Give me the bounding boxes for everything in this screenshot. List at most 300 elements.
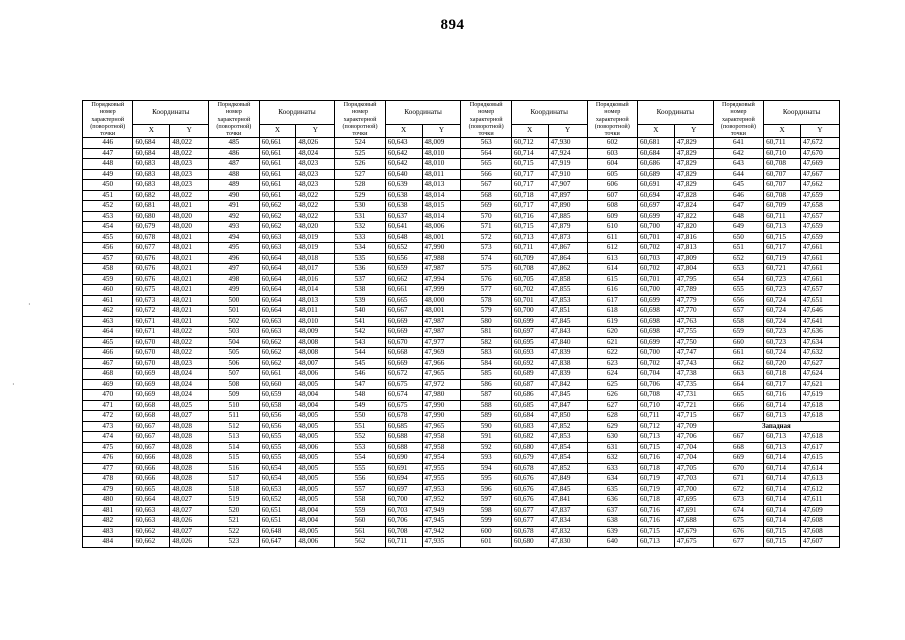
cell-y: 48,011 <box>296 306 335 317</box>
cell-y: 48,009 <box>422 138 461 149</box>
cell-point-number: 631 <box>587 442 637 453</box>
cell-x: 60,710 <box>764 148 801 159</box>
cell-y: 47,862 <box>548 264 587 275</box>
cell-y: 48,022 <box>296 211 335 222</box>
cell-point-number: 488 <box>209 169 259 180</box>
cell-x: 60,655 <box>259 442 296 453</box>
cell-point-number: 661 <box>713 348 763 359</box>
cell-y: 47,955 <box>422 474 461 485</box>
cell-point-number: 629 <box>587 421 637 432</box>
cell-x: 60,652 <box>259 495 296 506</box>
cell-x: 60,711 <box>638 411 675 422</box>
cell-point-number: 592 <box>461 442 511 453</box>
cell-x: 60,662 <box>259 211 296 222</box>
cell-x: 60,699 <box>511 316 548 327</box>
cell-x: 60,713 <box>764 222 801 233</box>
cell-x: 60,670 <box>385 337 422 348</box>
cell-x: 60,678 <box>511 526 548 537</box>
cell-point-number: 531 <box>335 211 385 222</box>
cell-y: 47,930 <box>548 138 587 149</box>
cell-point-number: 526 <box>335 159 385 170</box>
cell-point-number: 660 <box>713 337 763 348</box>
cell-y: 47,924 <box>548 148 587 159</box>
cell-x: 60,683 <box>511 421 548 432</box>
cell-point-number: 606 <box>587 180 637 191</box>
cell-y: 48,023 <box>296 159 335 170</box>
cell-point-number: 655 <box>713 285 763 296</box>
cell-point-number: 675 <box>713 516 763 527</box>
cell-x: 60,667 <box>133 432 170 443</box>
cell-point-number: 536 <box>335 264 385 275</box>
cell-y: 47,661 <box>800 264 839 275</box>
cell-x: 60,664 <box>259 264 296 275</box>
cell-y: 47,763 <box>674 316 713 327</box>
cell-x: 60,713 <box>638 537 675 548</box>
cell-y: 47,608 <box>800 516 839 527</box>
cell-y: 47,830 <box>548 537 587 548</box>
cell-y: 48,005 <box>296 526 335 537</box>
cell-point-number: 456 <box>83 243 133 254</box>
cell-x: 60,680 <box>133 211 170 222</box>
cell-x: 60,711 <box>511 243 548 254</box>
cell-y: 48,005 <box>296 411 335 422</box>
cell-point-number: 553 <box>335 442 385 453</box>
cell-point-number: 654 <box>713 274 763 285</box>
cell-x: 60,664 <box>259 295 296 306</box>
cell-x: 60,716 <box>764 390 801 401</box>
cell-y: 48,005 <box>296 495 335 506</box>
cell-y: 48,028 <box>170 432 209 443</box>
cell-x: 60,661 <box>259 369 296 380</box>
cell-x: 60,684 <box>511 411 548 422</box>
cell-y: 47,704 <box>674 453 713 464</box>
cell-point-number: 587 <box>461 390 511 401</box>
cell-point-number: 658 <box>713 316 763 327</box>
cell-x: 60,664 <box>259 253 296 264</box>
cell-y: 48,022 <box>170 327 209 338</box>
cell-y: 48,022 <box>296 190 335 201</box>
cell-point-number: 522 <box>209 526 259 537</box>
cell-point-number: 591 <box>461 432 511 443</box>
cell-y: 47,705 <box>674 463 713 474</box>
cell-point-number: 582 <box>461 337 511 348</box>
cell-point-number: 638 <box>587 516 637 527</box>
cell-x: 60,670 <box>133 337 170 348</box>
cell-x: 60,653 <box>259 484 296 495</box>
cell-point-number: 538 <box>335 285 385 296</box>
cell-point-number: 576 <box>461 274 511 285</box>
cell-x: 60,723 <box>764 337 801 348</box>
cell-point-number: 667 <box>713 411 763 422</box>
table-row <box>83 222 840 233</box>
table-row <box>83 369 840 380</box>
cell-point-number: 674 <box>713 505 763 516</box>
cell-x: 60,702 <box>638 243 675 254</box>
cell-y: 47,755 <box>674 327 713 338</box>
cell-x: 60,717 <box>764 243 801 254</box>
cell-point-number: 509 <box>209 390 259 401</box>
cell-point-number: 454 <box>83 222 133 233</box>
cell-x: 60,680 <box>511 442 548 453</box>
cell-y: 47,659 <box>800 232 839 243</box>
cell-point-number: 566 <box>461 169 511 180</box>
cell-y: 47,735 <box>674 379 713 390</box>
cell-x: 60,668 <box>133 400 170 411</box>
cell-y: 47,897 <box>548 190 587 201</box>
cell-y: 47,614 <box>800 463 839 474</box>
cell-y: 47,987 <box>422 327 461 338</box>
cell-x: 60,715 <box>638 526 675 537</box>
cell-x: 60,662 <box>133 526 170 537</box>
cell-point-number: 539 <box>335 295 385 306</box>
cell-x: 60,648 <box>259 526 296 537</box>
cell-y: 48,021 <box>170 232 209 243</box>
cell-y: 47,731 <box>674 390 713 401</box>
cell-x: 60,708 <box>511 264 548 275</box>
table-row <box>83 505 840 516</box>
cell-x: 60,656 <box>259 411 296 422</box>
cell-point-number: 471 <box>83 400 133 411</box>
cell-y: 47,832 <box>548 526 587 537</box>
cell-y: 47,661 <box>800 253 839 264</box>
table-row <box>83 148 840 159</box>
cell-y: 47,919 <box>548 159 587 170</box>
header-y: Y <box>800 124 839 138</box>
cell-y: 48,028 <box>170 484 209 495</box>
cell-x: 60,678 <box>133 232 170 243</box>
header-coordinates: Координаты <box>133 101 209 125</box>
cell-point-number: 469 <box>83 379 133 390</box>
cell-x: 60,672 <box>133 306 170 317</box>
cell-y: 47,617 <box>800 442 839 453</box>
cell-point-number: 518 <box>209 484 259 495</box>
cell-y: 47,867 <box>548 243 587 254</box>
cell-y: 47,972 <box>422 379 461 390</box>
cell-point-number: 490 <box>209 190 259 201</box>
cell-point-number: 646 <box>713 190 763 201</box>
cell-y: 47,885 <box>548 211 587 222</box>
table-row <box>83 484 840 495</box>
cell-point-number: 449 <box>83 169 133 180</box>
cell-y: 47,987 <box>422 316 461 327</box>
cell-point-number: 516 <box>209 463 259 474</box>
cell-y: 47,845 <box>548 316 587 327</box>
cell-x: 60,673 <box>133 295 170 306</box>
cell-x: 60,658 <box>259 400 296 411</box>
cell-x: 60,664 <box>259 306 296 317</box>
cell-y: 48,009 <box>296 327 335 338</box>
cell-y: 47,990 <box>422 243 461 254</box>
cell-point-number: 624 <box>587 369 637 380</box>
cell-x: 60,688 <box>385 432 422 443</box>
cell-y: 47,679 <box>674 526 713 537</box>
cell-point-number: 628 <box>587 411 637 422</box>
cell-x: 60,647 <box>259 537 296 548</box>
cell-y: 47,910 <box>548 169 587 180</box>
cell-y: 47,958 <box>422 442 461 453</box>
cell-point-number: 499 <box>209 285 259 296</box>
table-row <box>83 390 840 401</box>
table-row <box>83 411 840 422</box>
cell-x: 60,676 <box>133 274 170 285</box>
cell-point-number: 673 <box>713 495 763 506</box>
cell-y: 47,977 <box>422 337 461 348</box>
cell-point-number: 486 <box>209 148 259 159</box>
cell-y: 48,008 <box>296 348 335 359</box>
cell-point-number: 478 <box>83 474 133 485</box>
cell-x: 60,666 <box>133 453 170 464</box>
cell-point-number: 545 <box>335 358 385 369</box>
cell-point-number: 626 <box>587 390 637 401</box>
cell-x: 60,724 <box>764 316 801 327</box>
cell-point-number: 644 <box>713 169 763 180</box>
cell-y: 47,842 <box>548 379 587 390</box>
cell-y: 48,022 <box>170 148 209 159</box>
cell-x: 60,708 <box>385 526 422 537</box>
cell-x: 60,713 <box>764 432 801 443</box>
cell-x: 60,698 <box>638 306 675 317</box>
cell-x: 60,685 <box>511 400 548 411</box>
cell-point-number: 546 <box>335 369 385 380</box>
cell-x: 60,663 <box>259 243 296 254</box>
cell-y: 47,750 <box>674 337 713 348</box>
cell-point-number: 554 <box>335 453 385 464</box>
cell-y: 47,845 <box>548 484 587 495</box>
cell-point-number: 593 <box>461 453 511 464</box>
cell-y: 47,632 <box>800 348 839 359</box>
cell-point-number: 653 <box>713 264 763 275</box>
cell-point-number: 565 <box>461 159 511 170</box>
table-row <box>83 327 840 338</box>
cell-x: 60,667 <box>385 306 422 317</box>
cell-y: 48,028 <box>170 453 209 464</box>
cell-x: 60,718 <box>764 369 801 380</box>
cell-y: 47,879 <box>548 222 587 233</box>
cell-point-number: 528 <box>335 180 385 191</box>
cell-x: 60,663 <box>259 327 296 338</box>
cell-y: 48,022 <box>170 337 209 348</box>
cell-point-number: 651 <box>713 243 763 254</box>
cell-x: 60,685 <box>385 421 422 432</box>
cell-y: 48,005 <box>296 474 335 485</box>
cell-y: 47,779 <box>674 295 713 306</box>
cell-x: 60,677 <box>511 505 548 516</box>
cell-x: 60,703 <box>638 253 675 264</box>
cell-x: 60,715 <box>638 442 675 453</box>
table-header <box>83 101 840 138</box>
cell-y: 48,020 <box>170 211 209 222</box>
cell-point-number: 634 <box>587 474 637 485</box>
cell-y: 48,011 <box>422 169 461 180</box>
cell-x: 60,708 <box>764 190 801 201</box>
cell-x: 60,721 <box>764 264 801 275</box>
cell-x: 60,714 <box>764 453 801 464</box>
cell-y: 48,008 <box>296 337 335 348</box>
cell-point-number: 540 <box>335 306 385 317</box>
cell-x: 60,659 <box>259 390 296 401</box>
cell-x: 60,711 <box>764 138 801 149</box>
cell-x: 60,700 <box>638 222 675 233</box>
cell-y: 48,004 <box>296 516 335 527</box>
table-row <box>83 306 840 317</box>
table-row <box>83 421 840 432</box>
cell-point-number: 468 <box>83 369 133 380</box>
cell-y: 47,770 <box>674 306 713 317</box>
cell-x: 60,714 <box>764 463 801 474</box>
header-x: X <box>511 124 548 138</box>
table-row <box>83 253 840 264</box>
cell-x: 60,717 <box>511 169 548 180</box>
cell-x: 60,716 <box>638 453 675 464</box>
cell-point-number: 508 <box>209 379 259 390</box>
cell-y: 47,703 <box>674 474 713 485</box>
cell-x: 60,666 <box>133 463 170 474</box>
cell-x: 60,714 <box>764 516 801 527</box>
cell-y: 47,624 <box>800 369 839 380</box>
cell-x: 60,656 <box>385 253 422 264</box>
cell-point-number: 484 <box>83 537 133 548</box>
cell-point-number: 586 <box>461 379 511 390</box>
cell-y: 47,609 <box>800 505 839 516</box>
cell-x: 60,652 <box>385 243 422 254</box>
cell-x: 60,663 <box>133 505 170 516</box>
cell-point-number: 665 <box>713 390 763 401</box>
cell-x: 60,713 <box>764 442 801 453</box>
cell-y: 48,017 <box>296 264 335 275</box>
cell-y: 47,662 <box>800 180 839 191</box>
cell-y: 48,028 <box>170 474 209 485</box>
cell-x: 60,683 <box>133 169 170 180</box>
cell-point-number: 663 <box>713 369 763 380</box>
table-row <box>83 159 840 170</box>
cell-y: 47,980 <box>422 390 461 401</box>
cell-x: 60,675 <box>133 285 170 296</box>
cell-y: 47,864 <box>548 253 587 264</box>
cell-point-number: 465 <box>83 337 133 348</box>
cell-x: 60,717 <box>511 201 548 212</box>
cell-point-number: 464 <box>83 327 133 338</box>
cell-y: 47,839 <box>548 348 587 359</box>
cell-point-number: 602 <box>587 138 637 149</box>
cell-x: 60,677 <box>133 243 170 254</box>
cell-y: 48,023 <box>170 169 209 180</box>
cell-point-number: 603 <box>587 148 637 159</box>
cell-point-number: 613 <box>587 253 637 264</box>
cell-x: 60,715 <box>764 526 801 537</box>
cell-x: 60,717 <box>764 379 801 390</box>
cell-y: 47,942 <box>422 526 461 537</box>
cell-x: 60,723 <box>764 285 801 296</box>
cell-y: 48,028 <box>170 463 209 474</box>
cell-y: 48,022 <box>296 201 335 212</box>
cell-point-number: 570 <box>461 211 511 222</box>
cell-point-number: 491 <box>209 201 259 212</box>
cell-point-number: 502 <box>209 316 259 327</box>
cell-point-number: 485 <box>209 138 259 149</box>
cell-point-number: 481 <box>83 505 133 516</box>
header-point-number: Порядковый номер характерной (поворотной) точки <box>461 101 511 138</box>
cell-x: 60,716 <box>638 505 675 516</box>
table-row <box>83 211 840 222</box>
table-row <box>83 526 840 537</box>
cell-x: 60,670 <box>133 348 170 359</box>
cell-x: 60,694 <box>385 474 422 485</box>
cell-point-number: 564 <box>461 148 511 159</box>
cell-x: 60,706 <box>638 379 675 390</box>
cell-x: 60,697 <box>511 327 548 338</box>
scan-mark: · <box>12 380 15 389</box>
cell-point-number: 677 <box>713 537 763 548</box>
cell-x: 60,669 <box>133 369 170 380</box>
cell-x: 60,638 <box>385 201 422 212</box>
cell-y: 47,661 <box>800 243 839 254</box>
cell-y: 48,004 <box>296 505 335 516</box>
cell-y: 47,958 <box>422 432 461 443</box>
cell-y: 48,024 <box>170 369 209 380</box>
cell-x: 60,707 <box>764 180 801 191</box>
cell-y: 47,907 <box>548 180 587 191</box>
cell-x: 60,684 <box>133 148 170 159</box>
cell-x: 60,724 <box>764 306 801 317</box>
cell-y: 48,028 <box>170 442 209 453</box>
cell-y: 47,952 <box>422 495 461 506</box>
cell-x: 60,718 <box>511 190 548 201</box>
cell-point-number: 584 <box>461 358 511 369</box>
table-row <box>83 180 840 191</box>
cell-point-number: 550 <box>335 411 385 422</box>
cell-y: 48,018 <box>296 253 335 264</box>
header-y: Y <box>548 124 587 138</box>
cell-y: 48,005 <box>296 432 335 443</box>
cell-x: 60,651 <box>259 516 296 527</box>
cell-y: 48,024 <box>296 148 335 159</box>
cell-x: 60,661 <box>259 148 296 159</box>
cell-point-number: 453 <box>83 211 133 222</box>
header-x: X <box>385 124 422 138</box>
cell-y: 48,001 <box>422 306 461 317</box>
header-x: X <box>638 124 675 138</box>
cell-x: 60,681 <box>133 201 170 212</box>
cell-y: 47,840 <box>548 337 587 348</box>
cell-y: 47,667 <box>800 169 839 180</box>
cell-y: 47,828 <box>674 190 713 201</box>
cell-point-number: 455 <box>83 232 133 243</box>
cell-point-number: 617 <box>587 295 637 306</box>
table-row <box>83 432 840 443</box>
cell-x: 60,713 <box>638 432 675 443</box>
cell-x: 60,655 <box>259 453 296 464</box>
cell-point-number: 666 <box>713 400 763 411</box>
cell-x: 60,688 <box>385 442 422 453</box>
cell-point-number: 551 <box>335 421 385 432</box>
table-row <box>83 295 840 306</box>
cell-x: 60,668 <box>385 348 422 359</box>
cell-point-number: 487 <box>209 159 259 170</box>
cell-y: 47,824 <box>674 201 713 212</box>
cell-point-number: 577 <box>461 285 511 296</box>
table-row <box>83 348 840 359</box>
cell-point-number: 448 <box>83 159 133 170</box>
cell-point-number: 656 <box>713 295 763 306</box>
cell-x: 60,698 <box>638 327 675 338</box>
cell-x: 60,675 <box>385 400 422 411</box>
cell-x: 60,723 <box>764 274 801 285</box>
cell-y: 47,743 <box>674 358 713 369</box>
cell-x: 60,686 <box>638 159 675 170</box>
cell-point-number: 510 <box>209 400 259 411</box>
cell-y: 48,027 <box>170 526 209 537</box>
cell-point-number: 563 <box>461 138 511 149</box>
